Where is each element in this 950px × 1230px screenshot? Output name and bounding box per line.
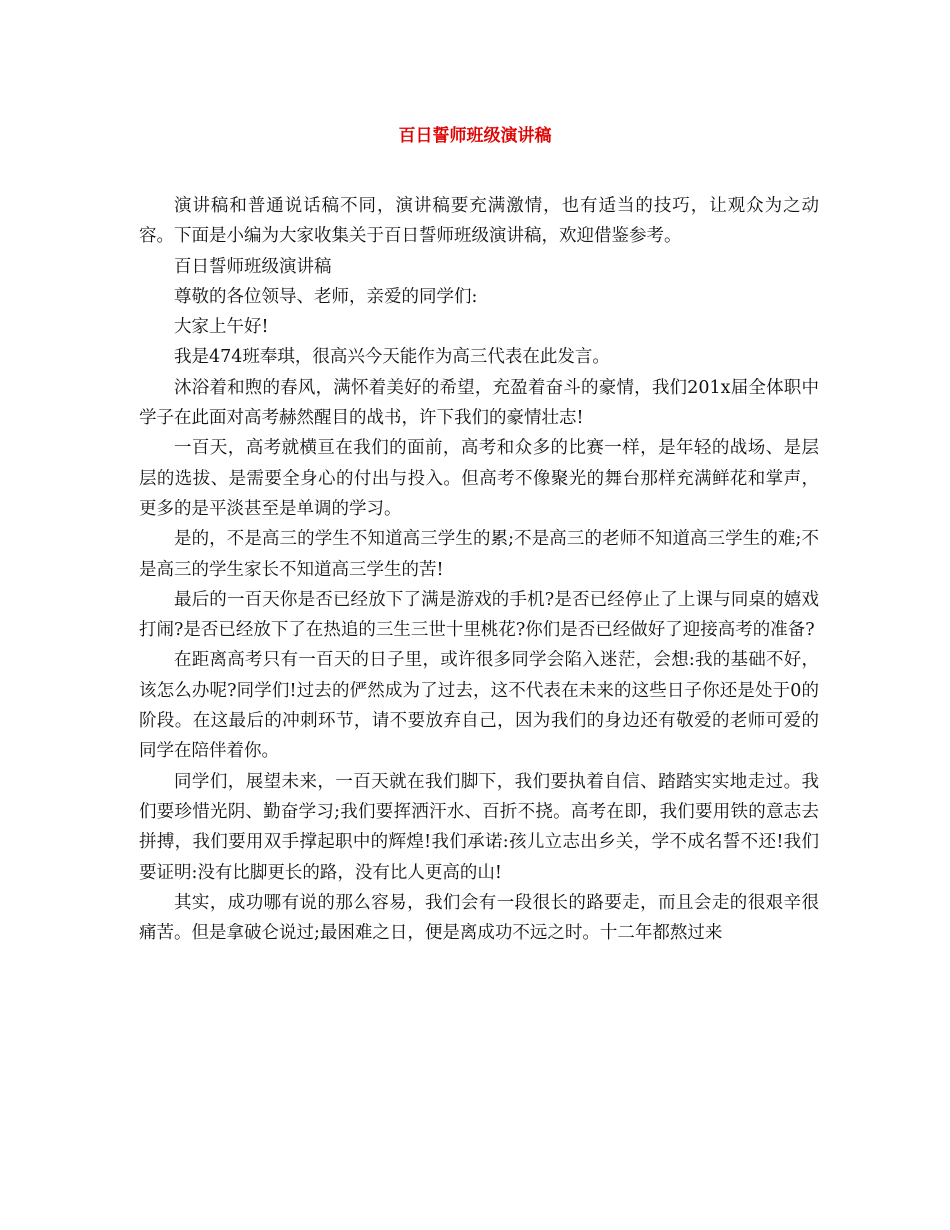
paragraph-body: 沐浴着和煦的春风，满怀着美好的希望，充盈着奋斗的豪情，我们201x届全体职中学子在此面对高考赫然醒目的战书，许下我们的豪情壮志!	[139, 377, 819, 429]
document-title: 百日誓师班级演讲稿	[398, 126, 552, 146]
paragraph-subtitle: 百日誓师班级演讲稿	[174, 256, 332, 277]
paragraph-body: 一百天，高考就横亘在我们的面前，高考和众多的比赛一样，是年轻的战场、是层层的选拔、是需要全身心的付出与投入。但高考不像聚光的舞台那样充满鲜花和掌声，更多的是平淡甚至是单调的学习。	[139, 438, 819, 519]
paragraph-intro: 演讲稿和普通说话稿不同，演讲稿要充满激情，也有适当的技巧，让观众为之动容。下面是小编为大家收集关于百日誓师班级演讲稿，欢迎借鉴参考。	[139, 196, 819, 247]
paragraph-body: 同学们，展望未来，一百天就在我们脚下，我们要执着自信、踏踏实实地走过。我们要珍惜光阴、勤奋学习;我们要挥洒汗水、百折不挠。高考在即，我们要用铁的意志去拼搏，我们要用双手撑起职中的辉煌!我们承诺:孩儿立志出乡关，学不成名誓不还!我们要证明:没有比脚更长的路，没有比人更高的山!	[139, 771, 819, 883]
paragraph-body: 在距离高考只有一百天的日子里，或许很多同学会陷入迷茫，会想:我的基础不好，该怎么办呢?同学们!过去的俨然成为了过去，这不代表在未来的这些日子你还是处于0的阶段。在这最后的冲刺环节，请不要放弃自己，因为我们的身边还有敬爱的老师可爱的同学在陪伴着你。	[139, 650, 819, 762]
paragraph-greeting: 大家上午好!	[174, 317, 269, 338]
document-body	[139, 191, 819, 948]
paragraph-body: 最后的一百天你是否已经放下了满是游戏的手机?是否已经停止了上课与同桌的嬉戏打闹?是否已经放下了在热追的三生三世十里桃花?你们是否已经做好了迎接高考的准备?	[139, 589, 819, 641]
paragraph-body: 是的，不是高三的学生不知道高三学生的累;不是高三的老师不知道高三学生的难;不是高三的学生家长不知道高三学生的苦!	[139, 529, 819, 580]
paragraph-body: 其实，成功哪有说的那么容易，我们会有一段很长的路要走，而且会走的很艰辛很痛苦。但是拿破仑说过;最困难之日，便是离成功不远之时。十二年都熬过来	[139, 892, 819, 944]
paragraph-self-intro: 我是474班奉琪，很高兴今天能作为高三代表在此发言。	[174, 347, 610, 368]
paragraph-salutation: 尊敬的各位领导、老师，亲爱的同学们:	[174, 286, 478, 307]
